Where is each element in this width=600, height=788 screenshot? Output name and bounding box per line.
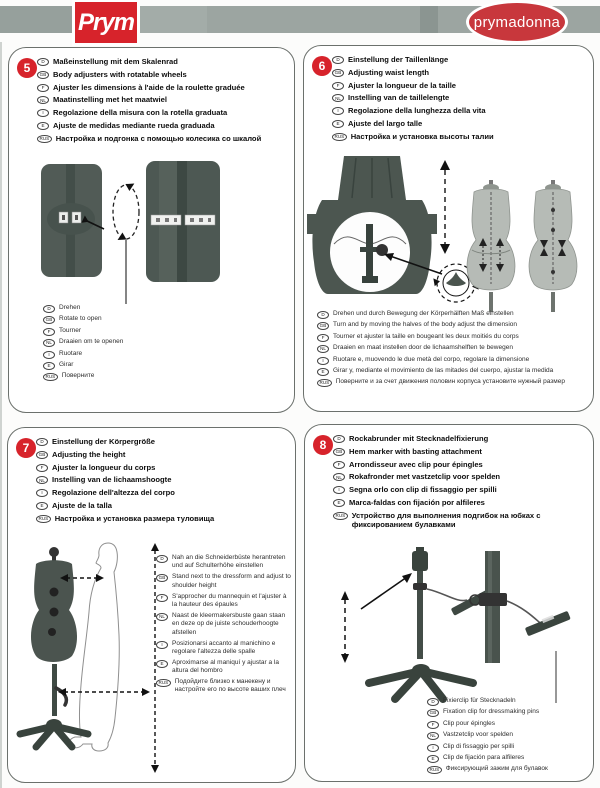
caption-row: [427, 743, 589, 752]
language-badge: D: [43, 305, 55, 313]
language-badge: F: [156, 594, 168, 602]
title-text: Adjusting waist length: [348, 67, 429, 77]
shoulder-height-arrow: [60, 574, 104, 582]
caption-text: Turn and by moving the halves of the body adjust the dimension: [333, 321, 518, 329]
caption-row: [427, 697, 589, 706]
title-text: Устройство для выполнения подгибок на юбках с фиксированием булавками: [351, 510, 541, 530]
title-row: [333, 460, 587, 469]
prym-logo: [75, 2, 137, 43]
title-text: Ajuster la longueur de la taille: [348, 80, 457, 90]
language-badge: F: [37, 84, 49, 92]
woman-silhouette: [69, 543, 119, 751]
step-5-caption-list: [43, 304, 283, 384]
caption-text: Drehen und durch Bewegung der Körperhälften Maß einstellen: [333, 310, 514, 317]
language-badge: NL: [43, 339, 55, 347]
title-row: [36, 488, 290, 497]
language-badge: D: [37, 58, 49, 66]
title-text: Maatinstelling met het maatwiel: [53, 95, 167, 105]
caption-text: Clip pour épingles: [443, 719, 496, 727]
title-text: Rockabrunder mit Stecknadelfixierung: [349, 434, 489, 443]
language-badge: D: [317, 311, 329, 319]
language-badge: E: [332, 120, 344, 128]
title-text: Настройка и подгонка с помощью колесика со шкалой: [55, 133, 262, 143]
language-badge: RUS: [37, 135, 52, 143]
dressform-side-view: [529, 180, 577, 312]
caption-text: Ruotare e, muovendo le due metà del corpo, regolare la dimensione: [333, 355, 530, 363]
language-badge: NL: [37, 96, 49, 104]
title-row: [332, 132, 586, 141]
waist-adjustment-illustration: [304, 152, 595, 312]
title-text: Arrondisseur avec clip pour épingles: [349, 459, 483, 469]
step-8-title-list: [333, 434, 587, 533]
step-5-title-list: [37, 57, 291, 147]
language-badge: I: [43, 351, 55, 359]
panel-step-5: [8, 47, 295, 413]
language-badge: RUS: [427, 766, 442, 774]
title-text: Regolazione della lunghezza della vita: [348, 106, 486, 116]
title-row: [36, 514, 290, 523]
caption-text: Поверните: [61, 372, 95, 380]
language-badge: D: [36, 438, 48, 446]
caption-row: [156, 573, 292, 590]
title-text: Marca-faldas con fijación por alfileres: [349, 497, 485, 507]
caption-row: [43, 338, 283, 347]
language-badge: E: [37, 122, 49, 130]
title-text: Body adjusters with rotatable wheels: [53, 69, 187, 79]
language-badge: GB: [37, 71, 49, 79]
caption-text: Stand next to the dressform and adjust to shoulder height: [172, 573, 291, 589]
title-row: [37, 57, 291, 66]
language-badge: I: [156, 641, 168, 649]
caption-text: Ruotare: [59, 349, 83, 357]
title-row: [37, 95, 291, 104]
title-row: [36, 450, 290, 459]
language-badge: D: [156, 555, 168, 563]
title-row: [36, 501, 290, 510]
wheel-photo-closed: [41, 164, 102, 277]
caption-row: [156, 678, 292, 695]
language-badge: I: [332, 107, 344, 115]
caption-row: [317, 367, 587, 376]
title-text: Regolazione dell'altezza del corpo: [52, 488, 175, 498]
title-text: Adjusting the height: [52, 449, 126, 459]
language-badge: D: [332, 56, 344, 64]
hem-marker-illustration: [309, 547, 591, 705]
language-badge: GB: [427, 709, 439, 717]
caption-text: Fixation clip for dressmaking pins: [443, 708, 540, 716]
panel-step-7: [7, 427, 296, 783]
caption-text: Tourner: [59, 326, 82, 334]
language-badge: E: [333, 499, 345, 507]
caption-text: Girar: [59, 360, 74, 368]
caption-text: Rotate to open: [59, 315, 102, 323]
step-number-badge: 8: [313, 435, 333, 455]
caption-text: Clip de fijación para alfileres: [443, 753, 525, 761]
caption-row: [317, 344, 587, 353]
caption-row: [156, 593, 292, 610]
title-text: Ajuster les dimensions à l'aide de la roulette graduée: [53, 82, 245, 92]
step-number-badge: 7: [16, 438, 36, 458]
title-text: Einstellung der Taillenlänge: [348, 55, 449, 64]
language-badge: RUS: [43, 373, 58, 381]
step-number-badge: 6: [312, 56, 332, 76]
title-text: Ajuste del largo talle: [348, 118, 423, 128]
header-bar-segment: [137, 6, 207, 33]
language-badge: F: [332, 82, 344, 90]
panel-step-6: [303, 45, 594, 412]
caption-row: [43, 372, 283, 381]
language-badge: F: [36, 464, 48, 472]
language-badge: D: [427, 698, 439, 706]
title-row: [36, 437, 290, 446]
title-row: [37, 83, 291, 92]
language-badge: NL: [333, 473, 345, 481]
language-badge: F: [43, 328, 55, 336]
language-badge: D: [333, 435, 345, 443]
language-badge: F: [317, 334, 329, 342]
language-badge: RUS: [36, 515, 51, 523]
language-badge: E: [317, 368, 329, 376]
caption-text: Подойдите близко к манекену и настройте его по высоте ваших плеч: [174, 678, 286, 694]
caption-text: Aproximarse al maniquí y ajustar a la altura del hombro: [172, 658, 279, 675]
scan-edge-line: [0, 42, 2, 788]
title-text: Hem marker with basting attachment: [349, 446, 482, 456]
title-row: [333, 511, 587, 530]
language-badge: RUS: [156, 679, 171, 687]
title-row: [36, 475, 290, 484]
caption-row: [317, 310, 587, 319]
wheel-photo-open: [146, 161, 220, 282]
caption-row: [43, 315, 283, 324]
title-row: [332, 81, 586, 90]
language-badge: GB: [36, 451, 48, 459]
title-text: Instelling van de taillelengte: [348, 93, 450, 103]
hem-marker-stand: [369, 547, 493, 699]
title-text: Einstellung der Körpergröße: [52, 437, 155, 446]
language-badge: GB: [317, 322, 329, 330]
caption-row: [317, 321, 587, 330]
prymadonna-badge: [466, 0, 568, 44]
title-row: [333, 485, 587, 494]
torso-cutaway-photo: [307, 156, 437, 294]
caption-row: [43, 350, 283, 359]
dressform-on-stand: [20, 547, 88, 747]
caption-row: [427, 720, 589, 729]
title-text: Ajuste de medidas mediante rueda graduada: [53, 120, 215, 130]
height-adjust-arrow: [341, 591, 349, 663]
language-badge: GB: [156, 574, 168, 582]
title-row: [332, 93, 586, 102]
caption-row: [43, 327, 283, 336]
header-bar-segment: [0, 6, 75, 33]
language-badge: F: [427, 721, 439, 729]
caption-row: [427, 708, 589, 717]
caption-text: Поверните и за счет движения половин корпуса установите нужный размер: [335, 378, 565, 386]
title-row: [36, 463, 290, 472]
caption-row: [427, 765, 589, 774]
caption-text: Girar y, mediante el movimiento de las mitades del cuerpo, ajustar la medida: [333, 366, 554, 374]
title-row: [333, 472, 587, 481]
title-text: Maßeinstellung mit dem Skalenrad: [53, 57, 178, 66]
pole-pointer-arrow: [361, 573, 412, 609]
language-badge: NL: [332, 94, 344, 102]
caption-row: [427, 754, 589, 763]
caption-text: Nah an die Schneiderbüste herantreten und auf Schulterhöhe einstellen: [172, 554, 286, 570]
panel-step-8: [304, 424, 594, 782]
title-row: [332, 106, 586, 115]
language-badge: GB: [333, 448, 345, 456]
caption-row: [156, 612, 292, 637]
clip-closeup: [470, 551, 571, 703]
title-row: [37, 108, 291, 117]
prym-logo-text: Prym: [77, 8, 135, 36]
language-badge: I: [317, 357, 329, 365]
vertical-adjust-arrow: [440, 160, 450, 254]
step-number-badge: 5: [17, 58, 37, 78]
title-text: Настройка и установка размера туловища: [54, 513, 215, 523]
caption-text: Фиксирующий зажим для булавок: [445, 765, 548, 773]
caption-text: Clip di fissaggio per spilli: [443, 742, 515, 750]
title-text: Ajuste de la talla: [52, 500, 112, 510]
title-row: [333, 447, 587, 456]
title-row: [37, 121, 291, 130]
language-badge: RUS: [317, 379, 332, 387]
adjuster-wheel-illustration: [9, 156, 296, 306]
language-badge: I: [37, 109, 49, 117]
caption-text: Naast de kleermakersbuste gaan staan en deze op de juiste schouderhoogte afstellen: [172, 611, 286, 636]
caption-row: [317, 333, 587, 342]
title-text: Segna orlo con clip di fissaggio per spilli: [349, 485, 497, 495]
caption-text: Draaien om te openen: [59, 338, 124, 346]
title-text: Настройка и установка высоты талии: [350, 131, 494, 141]
caption-text: S'approcher du mannequin et l'ajuster à la hauteur des épaules: [172, 592, 287, 608]
caption-text: Draaien en maat instellen door de lichaamshelften te bewegen: [333, 344, 513, 352]
step-6-title-list: [332, 55, 586, 145]
language-badge: NL: [156, 613, 168, 621]
step-7-title-list: [36, 437, 290, 527]
title-text: Ajuster la longueur du corps: [52, 462, 156, 472]
language-badge: RUS: [332, 133, 347, 141]
caption-row: [43, 361, 283, 370]
language-badge: GB: [332, 69, 344, 77]
caption-row: [156, 554, 292, 571]
caption-text: Tourner et ajuster la taille en bougeant les deux moitiés du corps: [333, 332, 519, 340]
rotation-ellipse-icon: [113, 180, 139, 243]
step-8-caption-list: [427, 697, 589, 777]
title-text: Rokafronder met vastzetclip voor spelden: [349, 472, 501, 482]
step-6-caption-list: [317, 310, 587, 390]
header-bar-segment: [420, 6, 438, 33]
title-text: Regolazione della misura con la rotella graduata: [53, 108, 228, 118]
caption-text: Posizionarsi accanto al manichino e regolare l'altezza delle spalle: [172, 639, 276, 655]
prymadonna-label: prymadonna: [473, 13, 561, 31]
title-row: [332, 55, 586, 64]
title-row: [333, 498, 587, 507]
title-row: [37, 70, 291, 79]
caption-text: Vastzetclip voor spelden: [443, 731, 513, 739]
language-badge: NL: [317, 345, 329, 353]
title-row: [332, 119, 586, 128]
language-badge: I: [36, 489, 48, 497]
caption-row: [427, 731, 589, 740]
language-badge: NL: [427, 732, 439, 740]
caption-text: Fixierclip für Stecknadeln: [443, 697, 516, 704]
title-text: Instelling van de lichaamshoogte: [52, 475, 172, 485]
language-badge: I: [333, 486, 345, 494]
language-badge: F: [333, 461, 345, 469]
caption-row: [317, 378, 587, 387]
language-badge: RUS: [333, 512, 348, 520]
language-badge: GB: [43, 316, 55, 324]
language-badge: I: [427, 744, 439, 752]
title-row: [37, 134, 291, 143]
language-badge: NL: [36, 476, 48, 484]
height-adjustment-illustration: [14, 540, 164, 778]
caption-row: [156, 659, 292, 676]
caption-text: Drehen: [59, 304, 81, 311]
language-badge: E: [36, 502, 48, 510]
dressform-front-view: [467, 180, 515, 312]
caption-row: [43, 304, 283, 313]
language-badge: E: [43, 362, 55, 370]
title-row: [332, 68, 586, 77]
caption-row: [156, 640, 292, 657]
language-badge: E: [427, 755, 439, 763]
language-badge: E: [156, 660, 168, 668]
caption-row: [317, 356, 587, 365]
step-7-caption-list: [156, 554, 292, 697]
title-row: [333, 434, 587, 443]
